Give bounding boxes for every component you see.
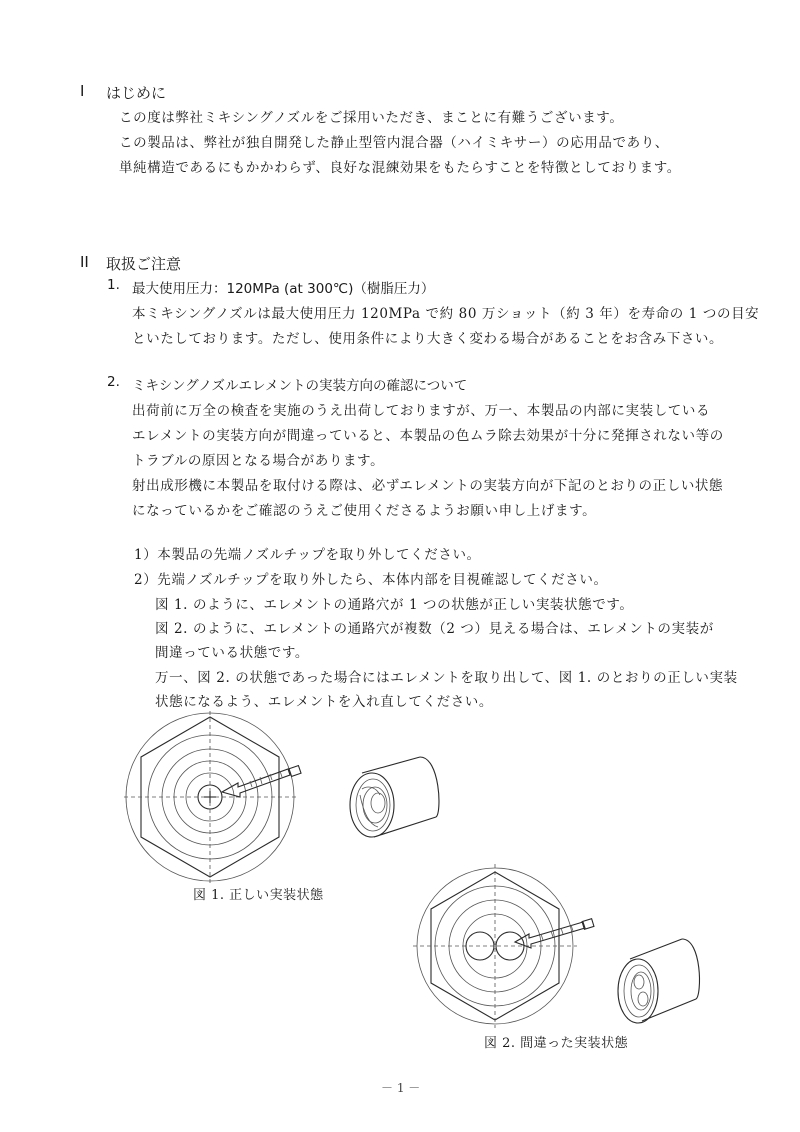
item2-line-2: エレメントの実装方向が間違っていると、本製品の色ムラ除去効果が十分に発揮されない等の <box>132 428 724 444</box>
figure2-caption: 図 2. 間違った実装状態 <box>484 1036 629 1051</box>
item1-number: 1. <box>107 277 120 293</box>
item2-number: 2. <box>107 374 120 390</box>
section1-number: I <box>80 82 85 100</box>
page-number: － 1 － <box>381 1081 421 1095</box>
figure2-front-view <box>405 856 585 1036</box>
step-detail-4: 万一、図 2. の状態であった場合にはエレメントを取り出して、図 1. のとおりの正しい実装 <box>155 670 738 686</box>
step-detail-3: 間違っている状態です。 <box>155 645 310 661</box>
item2-line-4: 射出成形機に本製品を取付ける際は、必ずエレメントの実装方向が下記のとおりの正しい状態 <box>132 478 724 494</box>
figure1-caption: 図 1. 正しい実装状態 <box>193 888 324 903</box>
item2-title: ミキシングノズルエレメントの実装方向の確認について <box>132 378 468 394</box>
step-detail-5: 状態になるよう、エレメントを入れ直してください。 <box>155 694 493 710</box>
item1-line-1: 本ミキシングノズルは最大使用圧力 120MPa で約 80 万ショット（約 3 年）を寿命の 1 つの目安 <box>132 306 760 322</box>
item2-line-5: になっているかをご確認のうえご使用くださるようお願い申し上げます。 <box>132 503 597 519</box>
section1-line-3: 単純構造であるにもかかわらず、良好な混練効果をもたらすことを特徴としております。 <box>119 160 681 176</box>
figure2-element-view <box>612 935 702 1035</box>
step-detail-1: 図 1. のように、エレメントの通路穴が 1 つの状態が正しい実装状態です。 <box>155 597 634 613</box>
item2-line-3: トラブルの原因となる場合があります。 <box>132 453 385 469</box>
section1-line-1: この度は弊社ミキシングノズルをご採用いただき、まことに有難うございます。 <box>119 110 624 126</box>
item1-title: 最大使用圧力：120MPa (at 300℃)（樹脂圧力） <box>132 281 435 297</box>
step-detail-2: 図 2. のように、エレメントの通路穴が複数（2 つ）見える場合は、エレメントの実装が <box>155 621 714 637</box>
section2-title: 取扱ご注意 <box>106 255 182 273</box>
step-1: 1）本製品の先端ノズルチップを取り外してください。 <box>134 547 481 563</box>
figure1-front-view <box>110 697 310 897</box>
item1-line-2: といたしております。ただし、使用条件により大きく変わる場合があることをお含み下さい。 <box>132 331 724 347</box>
step-2: 2）先端ノズルチップを取り外したら、本体内部を目視確認してください。 <box>134 572 608 588</box>
item2-line-1: 出荷前に万全の検査を実施のうえ出荷しておりますが、万一、本製品の内部に実装している <box>132 403 711 419</box>
section2-number: II <box>80 253 89 271</box>
section1-line-2: この製品は、弊社が独自開発した静止型管内混合器（ハイミキサー）の応用品であり、 <box>119 135 669 151</box>
figure1-element-view <box>342 755 442 855</box>
section1-title: はじめに <box>106 84 167 102</box>
